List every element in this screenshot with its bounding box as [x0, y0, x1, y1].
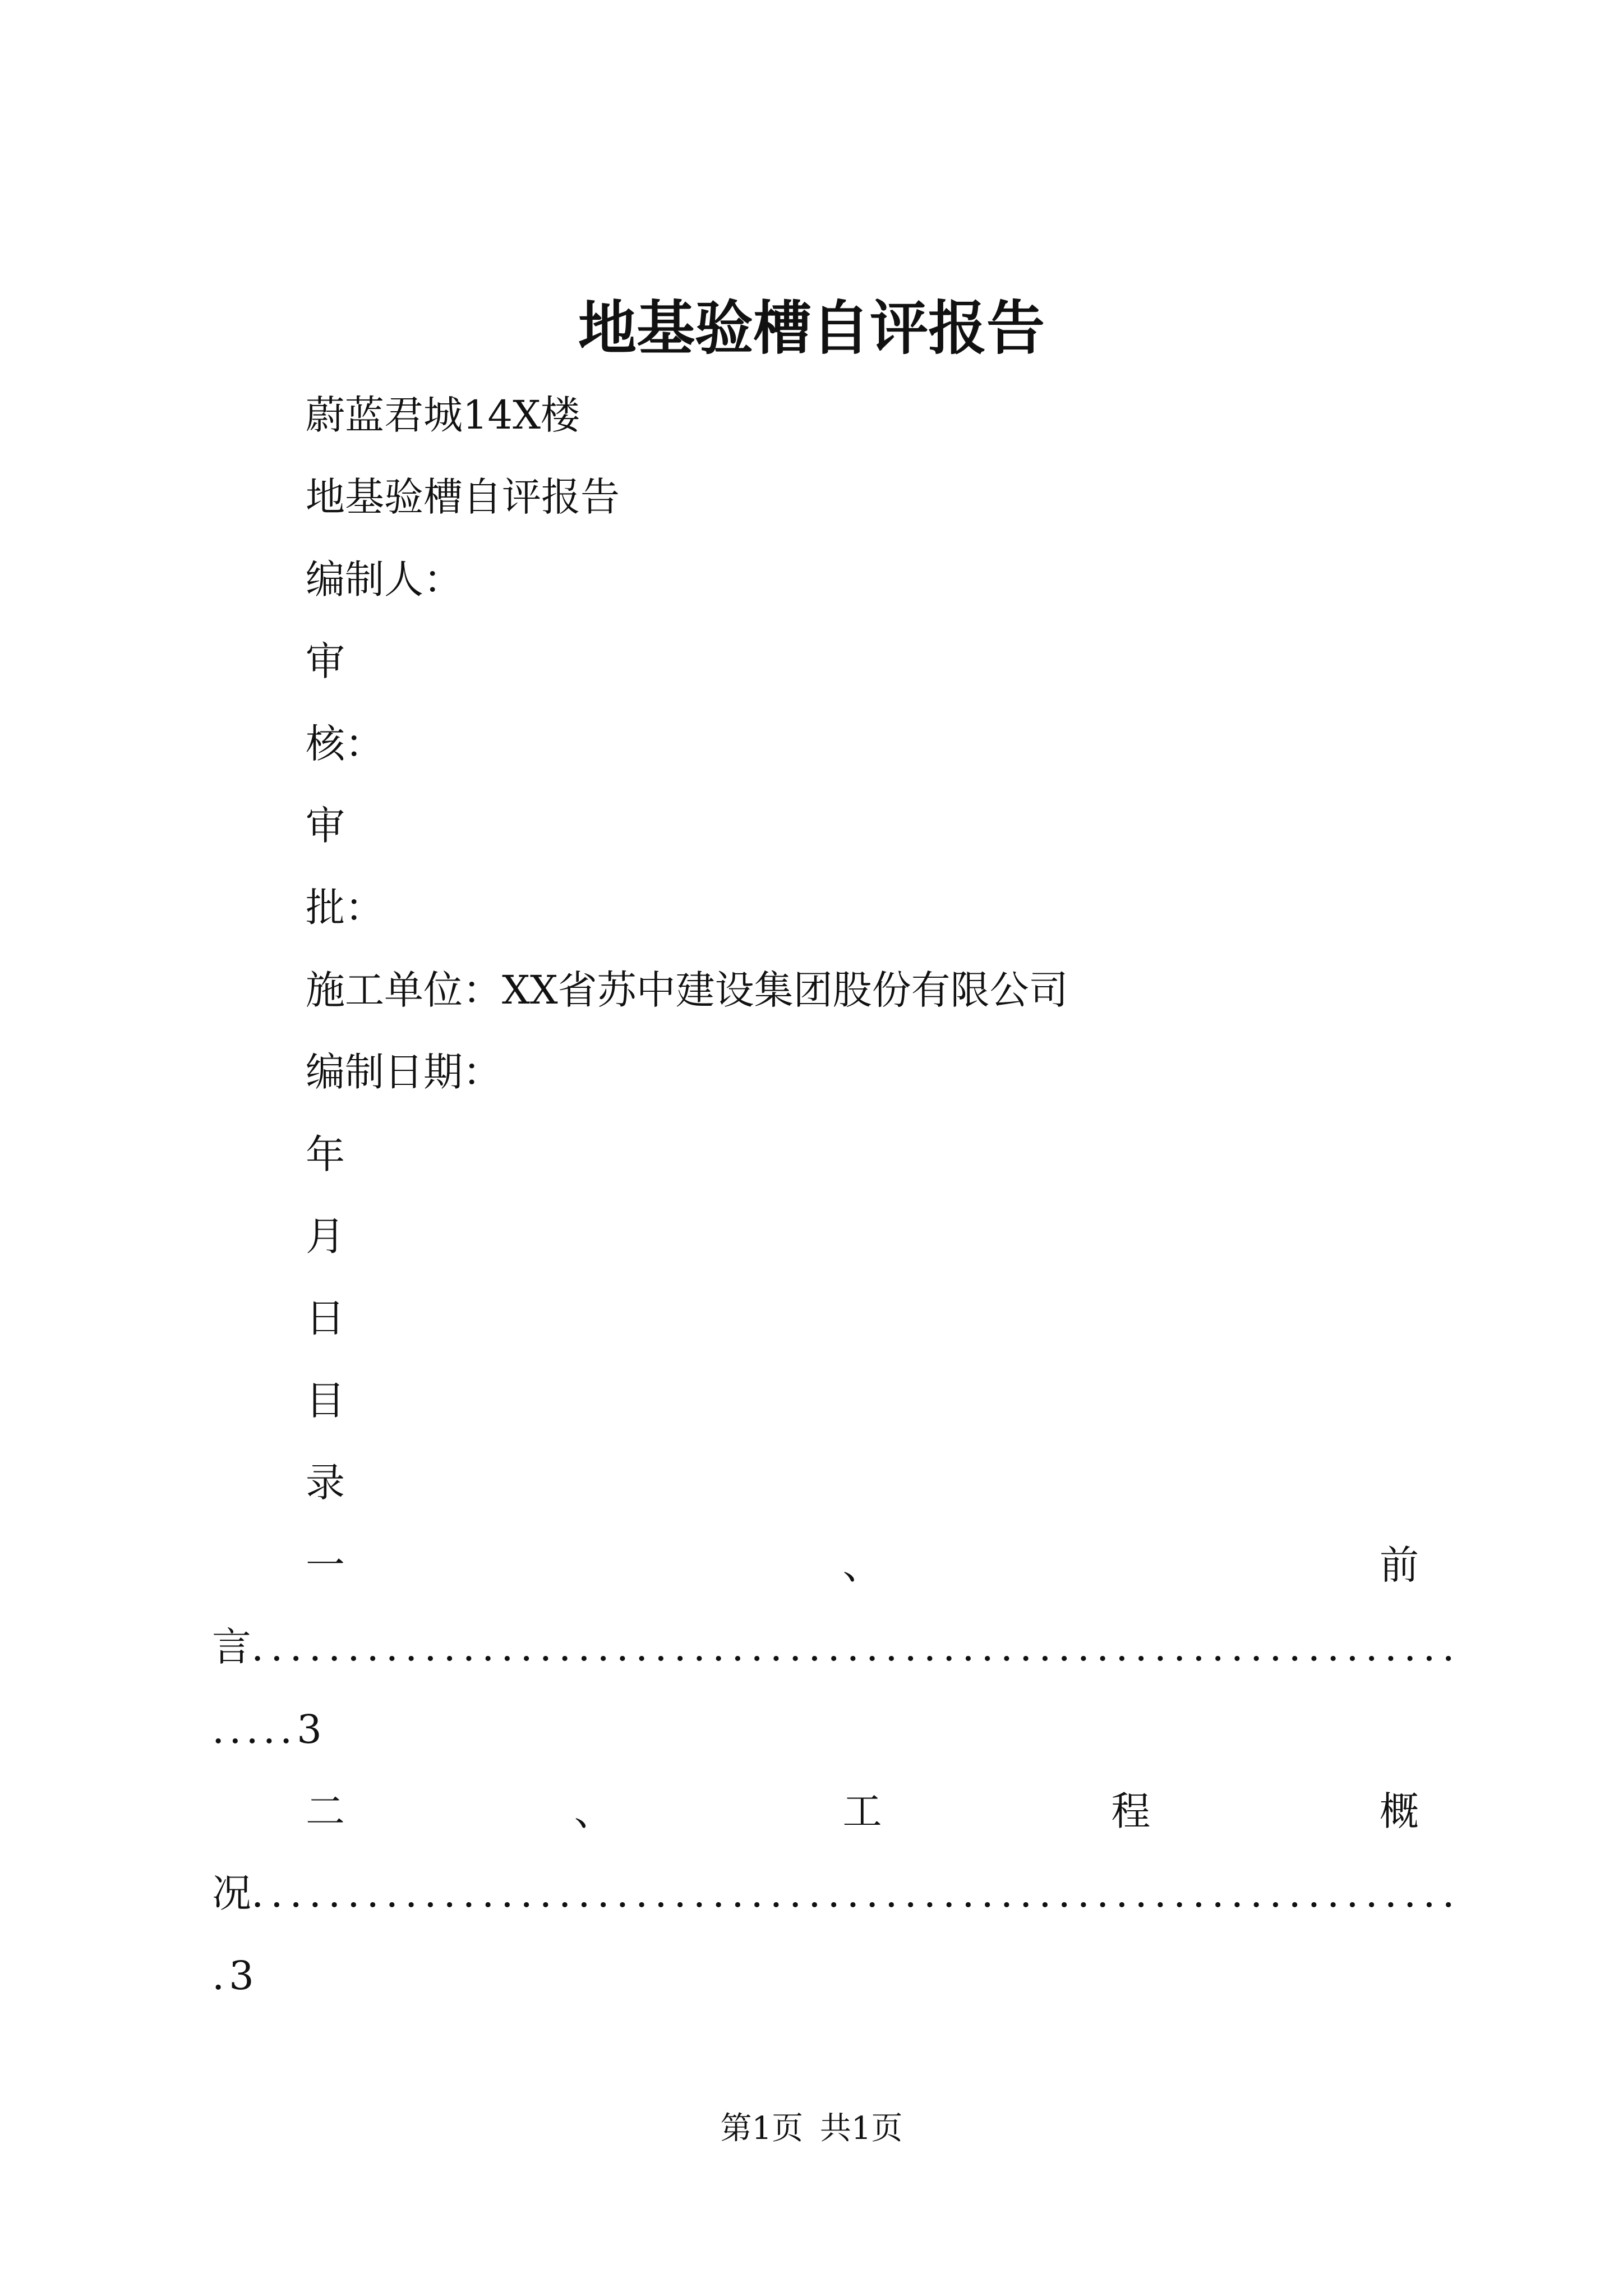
toc-entry-1-heading [306, 1537, 1419, 1593]
footer-page-total: 共1页 [819, 2110, 903, 2147]
toc-entry-1-page: .....3 [212, 1706, 326, 1752]
approval-label-char-2: 批： [306, 885, 384, 931]
date-year: 年 [306, 1131, 345, 1177]
construction-unit: 施工单位：XX省苏中建设集团股份有限公司 [306, 967, 1068, 1013]
document-title: 地基验槽自评报告 [578, 293, 1045, 362]
toc-entry-2-continuation: 况 [212, 1870, 251, 1916]
footer-page-number: 第1页 [720, 2110, 804, 2147]
date-day: 日 [306, 1295, 345, 1341]
compile-date-label: 编制日期： [306, 1049, 502, 1095]
date-month: 月 [306, 1213, 345, 1259]
dot-leader [251, 1865, 1454, 1921]
toc-entry-2-part: 工 [842, 1788, 882, 1834]
toc-heading-char-1: 目 [306, 1378, 345, 1424]
toc-entry-2-page: .3 [212, 1953, 259, 1999]
toc-entry-1-continuation: 言 [212, 1624, 251, 1670]
review-label-char-1: 审 [306, 638, 345, 684]
review-label-char-2: 核： [306, 721, 384, 767]
toc-entry-1-leader [212, 1619, 1454, 1675]
project-name: 蔚蓝君城14X楼 [306, 392, 580, 438]
toc-entry-2-part: 、 [574, 1788, 614, 1834]
toc-entry-2-leader [212, 1865, 1454, 1921]
toc-entry-2-part: 概 [1380, 1788, 1419, 1834]
toc-entry-1-part: 、 [842, 1542, 882, 1588]
page-footer [0, 2106, 1623, 2151]
toc-entry-1-part: 一 [306, 1542, 345, 1588]
toc-entry-2-part: 二 [306, 1788, 345, 1834]
report-subtitle: 地基验槽自评报告 [306, 474, 620, 520]
dot-leader [251, 1619, 1454, 1675]
compiler-label: 编制人： [306, 556, 463, 602]
toc-heading-char-2: 录 [306, 1460, 345, 1506]
toc-entry-2-part: 程 [1111, 1788, 1151, 1834]
toc-entry-2-heading [306, 1783, 1419, 1839]
approval-label-char-1: 审 [306, 803, 345, 849]
toc-entry-1-part: 前 [1380, 1542, 1419, 1588]
